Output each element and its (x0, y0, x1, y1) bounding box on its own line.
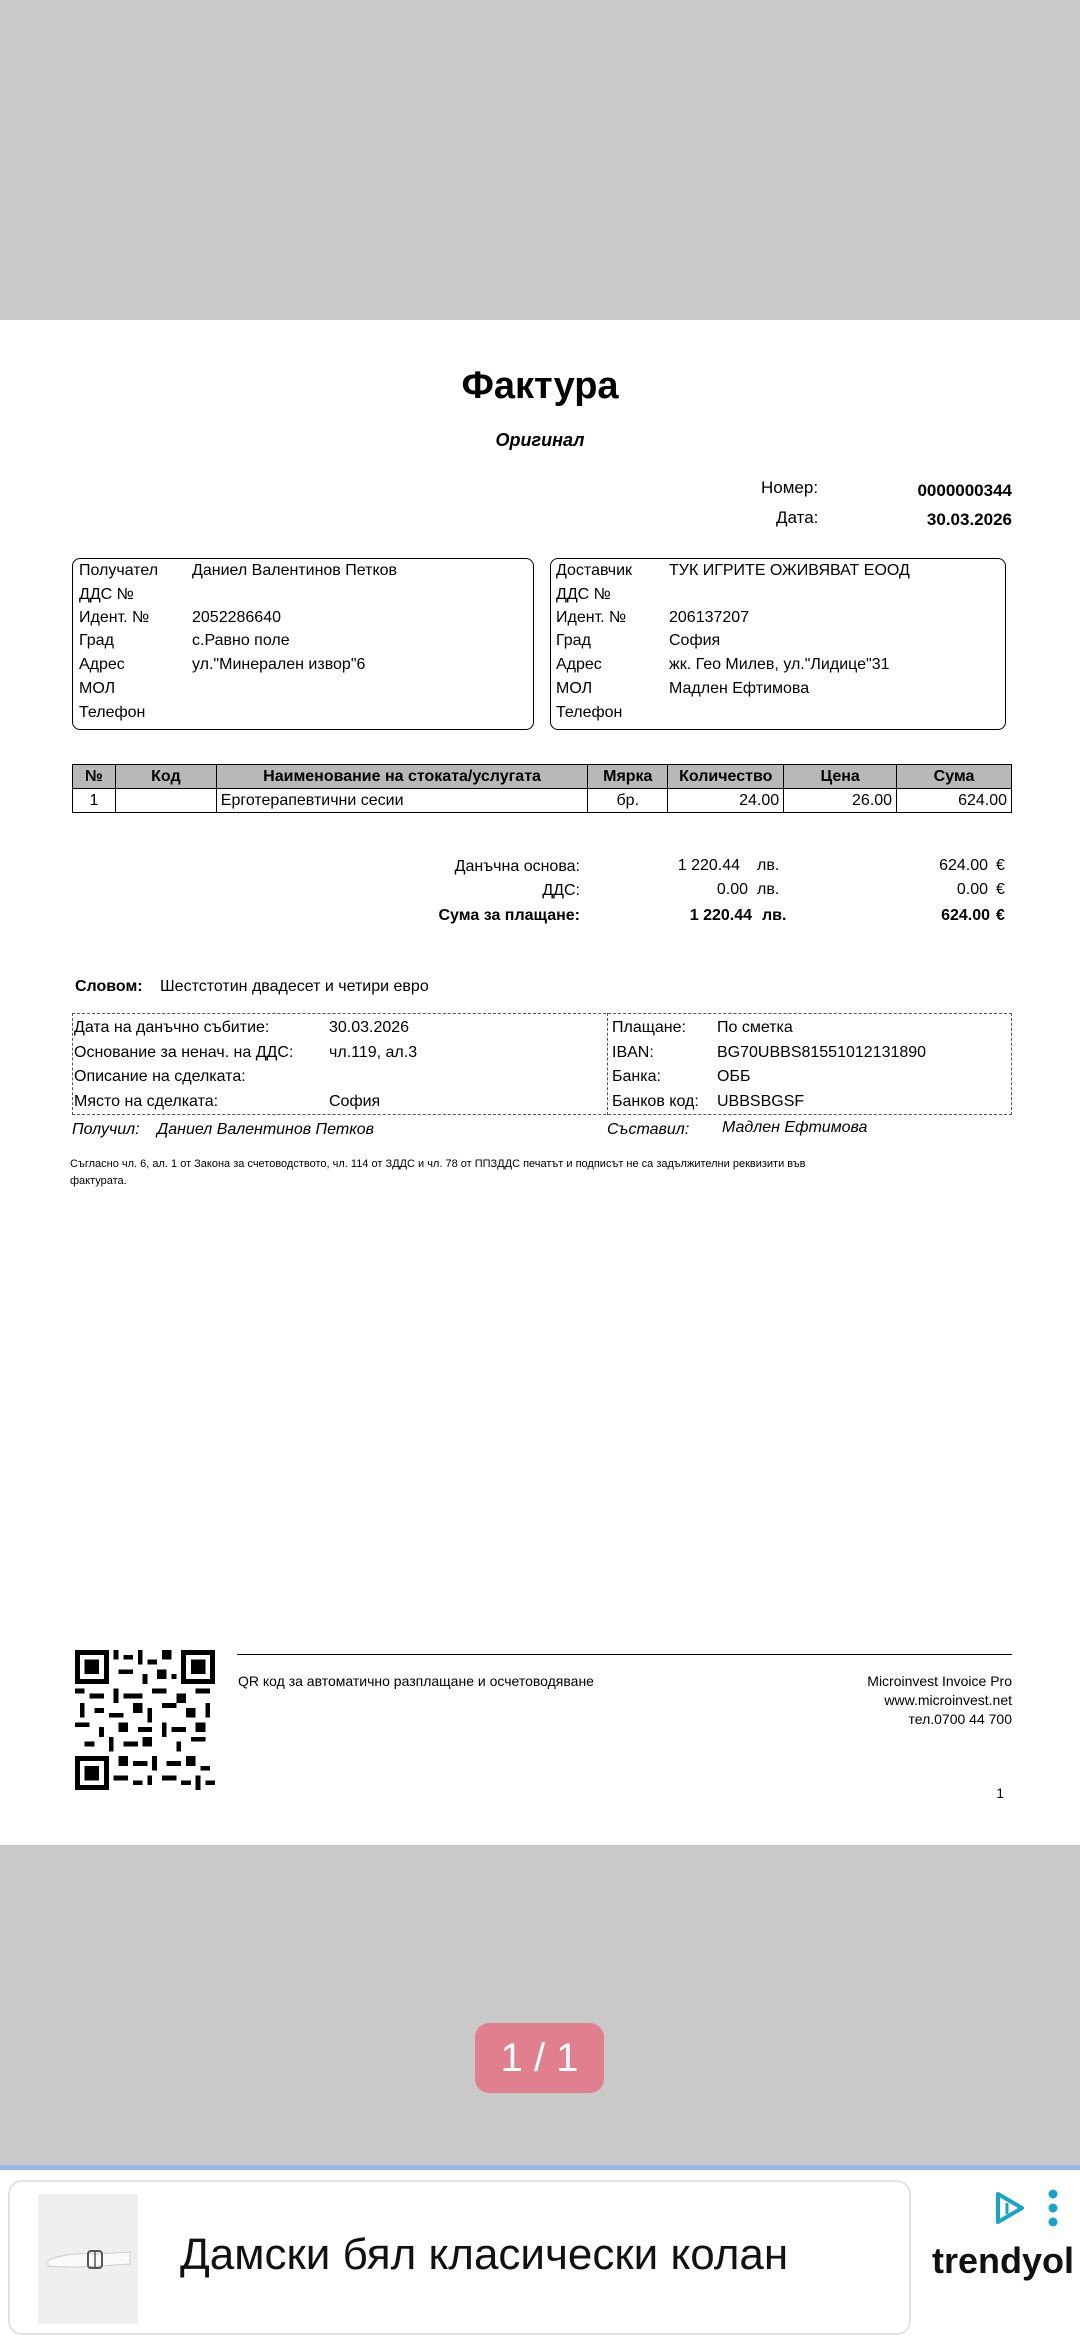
supplier-address-label: Адрес (556, 656, 602, 673)
recipient-name: Даниел Валентинов Петков (192, 562, 398, 579)
vat-bgn-currency: лв. (757, 881, 780, 898)
supplier-phone-label: Телефон (556, 704, 623, 721)
invoice-title: Фактура (461, 365, 619, 407)
col-header-unit: Мярка (588, 765, 668, 789)
cell-unit: бр. (588, 789, 668, 813)
belt-image-icon (38, 2194, 138, 2324)
recipient-city: с.Равно поле (192, 632, 290, 649)
tax-base-bgn: 1 220.44 (677, 857, 740, 874)
iban-label: IBAN: (612, 1044, 654, 1061)
table-row (73, 789, 1012, 813)
vat-basis: чл.119, ал.3 (329, 1044, 418, 1061)
place: София (329, 1093, 381, 1110)
bank: ОББ (717, 1068, 751, 1085)
items-header-row (73, 765, 1012, 789)
payable-bgn-currency: лв. (762, 907, 787, 924)
payable-label: Сума за плащане: (438, 907, 580, 924)
payable-bgn: 1 220.44 (689, 907, 752, 924)
legal-note-line2: фактурата. (70, 1175, 127, 1187)
supplier-mol: Мадлен Ефтимова (669, 680, 810, 697)
col-header-name: Наименование на стоката/услугата (216, 765, 588, 789)
tax-base-label: Данъчна основа: (454, 858, 580, 875)
ad-banner[interactable] (0, 2165, 1080, 2340)
tax-base-eur-currency: € (996, 857, 1005, 874)
page-indicator: 1 / 1 (475, 2023, 604, 2093)
tax-base-bgn-currency: лв. (757, 857, 780, 874)
vat-eur-currency: € (996, 881, 1005, 898)
cell-qty: 24.00 (668, 789, 784, 813)
supplier-id: 206137207 (669, 609, 750, 626)
recipient-phone-label: Телефон (79, 704, 146, 721)
invoice-page (0, 320, 1080, 1845)
vendor-name: Microinvest Invoice Pro (867, 1673, 1012, 1689)
tax-event-date: 30.03.2026 (329, 1019, 410, 1036)
recipient-city-label: Град (79, 632, 114, 649)
cell-code (115, 789, 216, 813)
page-number: 1 (996, 1785, 1004, 1801)
col-header-no: № (73, 765, 116, 789)
compiled-name: Мадлен Ефтимова (722, 1119, 868, 1136)
col-header-price: Цена (784, 765, 897, 789)
more-vertical-icon[interactable] (1046, 2188, 1060, 2228)
description-label: Описание на сделката: (74, 1068, 246, 1085)
cell-name: Ерготерапевтични сесии (216, 789, 588, 813)
qr-code (75, 1650, 215, 1790)
payment: По сметка (717, 1019, 793, 1036)
details-divider (607, 1013, 608, 1115)
ad-product-image[interactable] (38, 2194, 138, 2324)
vat-label: ДДС: (542, 882, 580, 899)
recipient-mol-label: МОЛ (79, 680, 116, 697)
items-table (72, 764, 1012, 813)
bank-code-label: Банков код: (612, 1093, 699, 1110)
place-label: Място на сделката: (74, 1093, 219, 1110)
words-label: Словом: (75, 978, 143, 995)
col-header-code: Код (115, 765, 216, 789)
supplier-name: ТУК ИГРИТЕ ОЖИВЯВАТ ЕООД (669, 562, 910, 579)
number-label: Номер: (761, 478, 819, 497)
supplier-vat-label: ДДС № (556, 586, 611, 603)
recipient-id-label: Идент. № (79, 609, 150, 626)
received-name: Даниел Валентинов Петков (157, 1121, 374, 1138)
vendor-site: www.microinvest.net (884, 1692, 1012, 1708)
ad-card[interactable] (8, 2180, 911, 2335)
compiled-label: Съставил: (607, 1121, 690, 1138)
date-label: Дата: (776, 508, 819, 527)
ad-title[interactable]: Дамски бял класически колан (180, 2230, 789, 2279)
cell-sum: 624.00 (897, 789, 1012, 813)
iban: BG70UBBS81551012131890 (717, 1044, 927, 1061)
vendor-phone: тел.0700 44 700 (908, 1711, 1012, 1727)
supplier-id-label: Идент. № (556, 609, 627, 626)
tax-base-eur: 624.00 (939, 857, 988, 874)
recipient-address-label: Адрес (79, 656, 125, 673)
payable-eur: 624.00 (941, 907, 990, 924)
supplier-address: жк. Гео Милев, ул."Лидице"31 (669, 656, 890, 673)
recipient-vat-label: ДДС № (79, 586, 134, 603)
supplier-label: Доставчик (556, 562, 633, 579)
ad-play-icon[interactable] (990, 2188, 1030, 2228)
supplier-city-label: Град (556, 632, 591, 649)
footer-rule (237, 1654, 1012, 1655)
vat-bgn: 0.00 (716, 881, 748, 898)
words-text: Шестстотин двадесет и четири евро (160, 978, 429, 995)
invoice-number: 0000000344 (917, 481, 1012, 500)
ad-brand-logo[interactable]: trendyol (932, 2240, 1075, 2281)
bank-label: Банка: (612, 1068, 661, 1085)
bank-code: UBBSBGSF (717, 1093, 805, 1110)
cell-no: 1 (73, 789, 116, 813)
invoice-subtitle: Оригинал (495, 430, 585, 450)
col-header-sum: Сума (897, 765, 1012, 789)
recipient-label: Получател (79, 562, 159, 579)
payment-label: Плащане: (612, 1019, 686, 1036)
received-label: Получил: (72, 1121, 140, 1138)
vat-basis-label: Основание за ненач. на ДДС: (74, 1044, 294, 1061)
invoice-date: 30.03.2026 (926, 510, 1012, 529)
vat-eur: 0.00 (956, 881, 988, 898)
supplier-city: София (669, 632, 721, 649)
legal-note-line1: Съгласно чл. 6, ал. 1 от Закона за счетоводството, чл. 114 от ЗДДС и чл. 78 от ППЗДДС печатът и подписът не са задължителни реквизити във (70, 1158, 806, 1170)
cell-price: 26.00 (784, 789, 897, 813)
col-header-qty: Количество (668, 765, 784, 789)
tax-event-date-label: Дата на данъчно събитие: (74, 1019, 270, 1036)
supplier-mol-label: МОЛ (556, 680, 593, 697)
payable-eur-currency: € (996, 907, 1005, 924)
qr-caption: QR код за автоматично разплащане и осчетоводяване (238, 1673, 594, 1689)
recipient-id: 2052286640 (192, 609, 281, 626)
recipient-address: ул."Минерален извор"6 (192, 656, 366, 673)
